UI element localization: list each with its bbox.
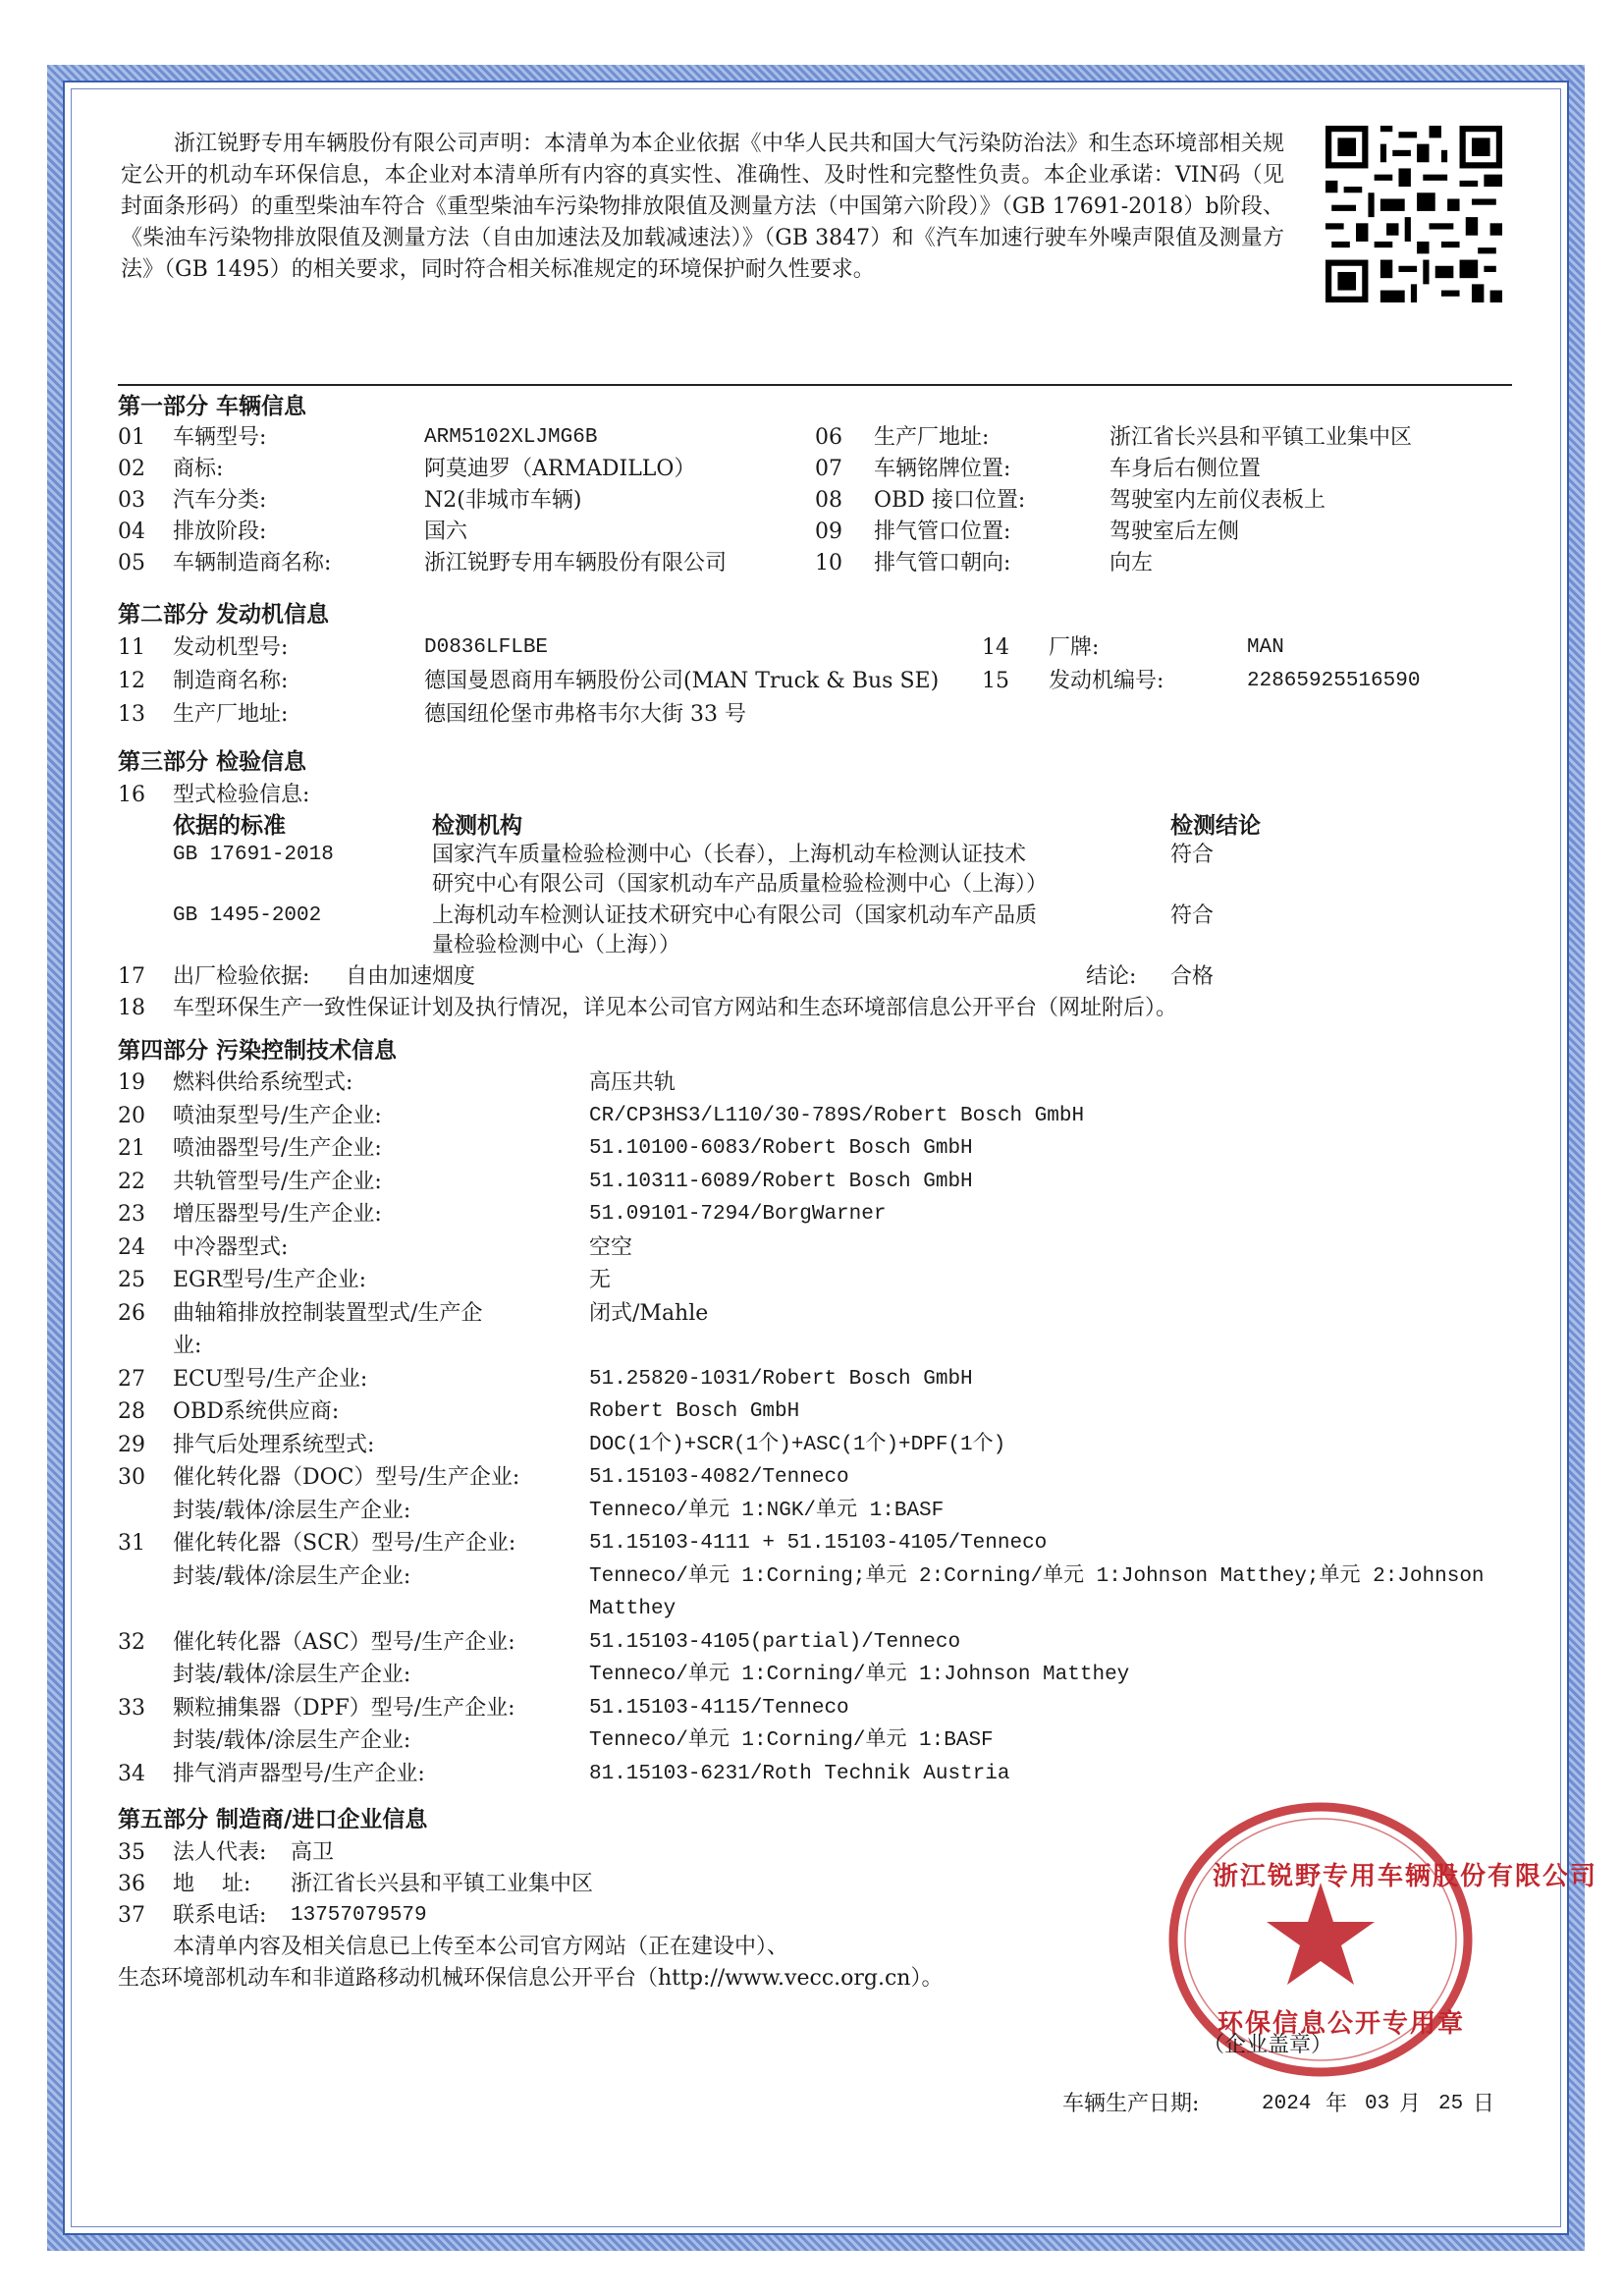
p4-item-no: 31 [118,1531,145,1556]
p4-item-label: 封装/载体/涂层生产企业: [173,1728,411,1753]
p4-item-value: 51.15103-4105(partial)/Tenneco [589,1630,961,1654]
p4-item-label: EGR型号/生产企业: [173,1268,367,1292]
production-year: 2024 [1262,2093,1312,2115]
p2-no-13: 13 [118,702,145,727]
p1-label-03: 汽车分类: [173,488,267,513]
p1-label-04: 排放阶段: [173,519,267,544]
p4-item-no: 34 [118,1761,145,1786]
p4-item-label: 排气后处理系统型式: [173,1432,375,1457]
p1-label-06: 生产厂地址: [874,425,990,450]
test-row-result: 符合 [1170,903,1215,928]
p4-item-label: 增压器型号/生产企业: [173,1202,382,1227]
p4-item-label: 催化转化器（ASC）型号/生产企业: [173,1629,515,1655]
p4-item-value: DOC(1个)+SCR(1个)+ASC(1个)+DPF(1个) [589,1433,1006,1456]
part3-title: 第三部分 检验信息 [118,749,307,775]
p4-item-no: 33 [118,1695,145,1721]
p1-no-07: 07 [815,457,842,481]
divider [118,384,1512,386]
part2-title: 第二部分 发动机信息 [118,602,330,628]
p4-item-value: 无 [589,1268,612,1292]
engine-manufacturer-value: 德国曼恩商用车辆股份公司(MAN Truck & Bus SE) [424,669,940,693]
p1-no-01: 01 [118,425,145,450]
engine-model-value: D0836LFLBE [424,636,549,659]
production-day-unit: 日 [1473,2092,1495,2116]
p4-item-label: 喷油器型号/生产企业: [173,1136,382,1161]
p1-label-08: OBD 接口位置: [874,488,1026,513]
p2-no-14: 14 [982,635,1009,660]
p4-item-value: 51.10100-6083/Robert Bosch GmbH [589,1137,973,1160]
p2-no-11: 11 [118,635,145,660]
p4-item-value: 高压共轨 [589,1070,676,1095]
platform-note: 生态环境部机动车和非道路移动机械环保信息公开平台（http://www.vecc.org.cn）。 [118,1966,944,1991]
engine-serial-value: 22865925516590 [1247,670,1421,692]
exhaust-position-value: 驾驶室后左侧 [1109,519,1240,544]
p4-item-no: 29 [118,1432,145,1457]
seal-text: 浙江锐野专用车辆股份有限公司 [1213,1862,1598,1891]
test-row-standard: GB 17691-2018 [173,844,334,866]
p4-item-value: Tenneco/单元 1:Corning/单元 1:BASF [589,1729,994,1752]
qr-code-icon [1325,126,1502,302]
p4-item-label: 喷油泵型号/生产企业: [173,1103,382,1128]
emission-stage-value: 国六 [424,519,468,544]
p4-item-label: 封装/载体/涂层生产企业: [173,1498,411,1523]
p1-no-05: 05 [118,551,145,575]
p4-item-value: 51.15103-4111 + 51.15103-4105/Tenneco [589,1532,1048,1555]
p4-item-value: 51.15103-4115/Tenneco [589,1696,849,1720]
p4-item-no: 27 [118,1366,145,1392]
p4-item-no: 20 [118,1103,145,1128]
p1-label-01: 车辆型号: [173,425,267,450]
nameplate-value: 车身后右侧位置 [1109,457,1262,481]
p4-item-no: 24 [118,1234,145,1260]
p5-label-35: 法人代表: [173,1840,267,1865]
production-month-unit: 月 [1399,2092,1422,2116]
p5-no-36: 36 [118,1872,145,1896]
p2-label-14: 厂牌: [1049,635,1100,660]
p1-label-10: 排气管口朝向: [874,551,1011,575]
p5-label-36: 地 址: [173,1872,251,1896]
p3-no-18: 18 [118,996,145,1020]
p1-no-03: 03 [118,488,145,513]
production-month: 03 [1365,2093,1390,2115]
p4-item-label: 封装/载体/涂层生产企业: [173,1563,411,1589]
p1-label-07: 车辆铭牌位置: [874,457,1011,481]
p4-item-no: 28 [118,1399,145,1424]
production-year-unit: 年 [1325,2092,1348,2116]
address-value: 浙江省长兴县和平镇工业集中区 [291,1872,594,1896]
part4-title: 第四部分 污染控制技术信息 [118,1038,398,1064]
p4-item-value: Robert Bosch GmbH [589,1400,800,1423]
p1-label-05: 车辆制造商名称: [173,551,332,575]
test-row-agency: 国家汽车质量检验检测中心（长春），上海机动车检测认证技术 [432,843,1027,867]
p3-no-17: 17 [118,964,145,989]
p1-no-08: 08 [815,488,842,513]
p1-label-02: 商标: [173,457,224,481]
test-row-standard: GB 1495-2002 [173,904,322,927]
p2-label-11: 发动机型号: [173,635,289,660]
p2-label-13: 生产厂地址: [173,702,289,727]
p4-item-label: 中冷器型式: [173,1234,289,1260]
header-result: 检测结论 [1170,813,1261,839]
p4-item-no: 21 [118,1136,145,1161]
engine-brand-value: MAN [1247,636,1284,659]
p4-item-label: 共轨管型号/生产企业: [173,1169,382,1194]
conclusion-label: 结论: [1086,964,1137,989]
p4-item-label: 排气消声器型号/生产企业: [173,1761,425,1786]
part5-title: 第五部分 制造商/进口企业信息 [118,1807,428,1832]
p4-item-no: 30 [118,1465,145,1490]
p4-item-value: 51.15103-4082/Tenneco [589,1466,849,1489]
p5-no-35: 35 [118,1840,145,1865]
p1-no-10: 10 [815,551,842,575]
conclusion-value: 合格 [1170,964,1215,989]
p1-no-04: 04 [118,519,145,544]
factory-address-value: 浙江省长兴县和平镇工业集中区 [1109,425,1413,450]
p3-label-16: 型式检验信息: [173,783,310,807]
p3-no-16: 16 [118,783,145,807]
p4-item-no: 22 [118,1169,145,1194]
p1-no-09: 09 [815,519,842,544]
p1-label-09: 排气管口位置: [874,519,1011,544]
phone-value: 13757079579 [291,1904,427,1927]
category-value: N2(非城市车辆) [424,488,582,513]
part1-title: 第一部分 车辆信息 [118,394,307,419]
p5-label-37: 联系电话: [173,1903,267,1928]
p4-item-label: 催化转化器（SCR）型号/生产企业: [173,1531,516,1556]
p4-item-label: ECU型号/生产企业: [173,1366,368,1392]
p2-label-15: 发动机编号: [1049,669,1164,693]
p1-no-06: 06 [815,425,842,450]
p4-item-label-cont: 业: [173,1334,202,1358]
p4-item-value: CR/CP3HS3/L110/30-789S/Robert Bosch GmbH [589,1104,1085,1127]
p4-item-value: 51.09101-7294/BorgWarner [589,1203,887,1226]
p4-item-value: 空空 [589,1234,633,1260]
p4-item-label: OBD系统供应商: [173,1399,340,1424]
test-row-agency-cont: 研究中心有限公司（国家机动车产品质量检验检测中心（上海）） [432,872,1049,897]
test-row-agency-cont: 量检验检测中心（上海）） [432,933,681,957]
p4-item-no: 19 [118,1070,145,1095]
test-row-agency: 上海机动车检测认证技术研究中心有限公司（国家机动车产品质 [432,903,1038,928]
p3-label-17: 出厂检验依据: [173,964,310,989]
p2-no-15: 15 [982,669,1009,693]
p4-item-value: 51.25820-1031/Robert Bosch GmbH [589,1367,973,1391]
engine-factory-address-value: 德国纽伦堡市弗格韦尔大街 33 号 [424,702,746,727]
seal-label: （企业盖章） [1203,2033,1333,2057]
p4-item-no: 26 [118,1300,145,1326]
p2-label-12: 制造商名称: [173,669,289,693]
p4-item-label: 燃料供给系统型式: [173,1070,353,1095]
p3-text-18: 车型环保生产一致性保证计划及执行情况，详见本公司官方网站和生态环境部信息公开平台（网址附后）。 [173,996,1178,1020]
p4-item-value: Tenneco/单元 1:Corning/单元 1:Johnson Matthey [589,1664,1130,1686]
header-agency: 检测机构 [432,813,522,839]
p4-item-value: Tenneco/单元 1:NGK/单元 1:BASF [589,1499,945,1522]
test-row-result: 符合 [1170,843,1215,867]
p4-item-label: 催化转化器（DOC）型号/生产企业: [173,1465,520,1490]
p1-no-02: 02 [118,457,145,481]
exhaust-direction-value: 向左 [1109,551,1154,575]
p4-item-label: 封装/载体/涂层生产企业: [173,1663,411,1687]
vehicle-model-value: ARM5102XLJMG6B [424,426,598,449]
p4-item-value: 51.10311-6089/Robert Bosch GmbH [589,1170,973,1193]
seal-subtext: 环保信息公开专用章 [1217,2009,1466,2039]
p4-item-value: 闭式/Mahle [589,1300,709,1326]
p4-item-label: 颗粒捕集器（DPF）型号/生产企业: [173,1695,515,1721]
factory-test-basis-value: 自由加速烟度 [346,964,476,989]
upload-note: 本清单内容及相关信息已上传至本公司官方网站（正在建设中）、 [173,1935,789,1959]
p4-item-value-cont: Matthey [589,1598,676,1620]
p4-item-label: 曲轴箱排放控制装置型式/生产企 [173,1300,483,1326]
p4-item-value: Tenneco/单元 1:Corning;单元 2:Corning/单元 1:Johnson Matthey;单元 2:Johnson [589,1564,1485,1588]
obd-location-value: 驾驶室内左前仪表板上 [1109,488,1326,513]
declaration: 浙江锐野专用车辆股份有限公司声明：本清单为本企业依据《中华人民共和国大气污染防治法》和生态环境部相关规定公开的机动车环保信息，本企业对本清单所有内容的真实性、准确性、及时性和完整性负责。本企业承诺：VIN码（见封面条形码）的重型柴油车符合《重型柴油车污染物排放限值及测量方法（中国第六阶段）》（GB 17691-2018）b阶段、《柴油车污染物排放限值及测量方法（自由加速法及加载减速法）》（GB 3847）和《汽车加速行驶车外噪声限值及测量方法》（GB 1495）的相关要求，同时符合相关标准规定的环境保护耐久性要求。 [121,132,1284,282]
legal-rep-value: 高卫 [291,1840,335,1865]
production-day: 25 [1438,2093,1464,2115]
production-date-label: 车辆生产日期: [1062,2092,1200,2116]
p2-no-12: 12 [118,669,145,693]
manufacturer-value: 浙江锐野专用车辆股份有限公司 [424,551,728,575]
p4-item-value: 81.15103-6231/Roth Technik Austria [589,1762,1010,1785]
p4-item-no: 25 [118,1268,145,1292]
header-standard: 依据的标准 [173,813,286,839]
p4-item-no: 23 [118,1202,145,1227]
p5-no-37: 37 [118,1903,145,1928]
brand-value: 阿莫迪罗（ARMADILLO） [424,457,696,481]
p4-item-no: 32 [118,1629,145,1655]
